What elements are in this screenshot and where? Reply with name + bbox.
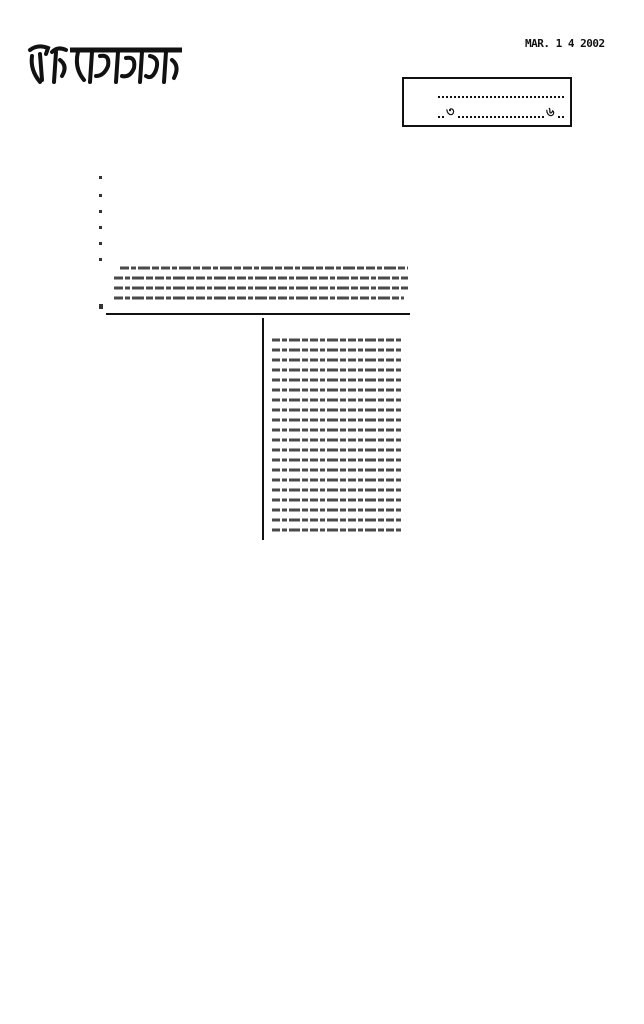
lead-paragraph [112,262,412,310]
masthead-lettering [26,36,188,98]
lead-text-lines [112,262,412,310]
stamp-page-row [410,105,564,121]
section-divider [106,313,410,315]
date-stamp: MAR. 1 4 2002 [525,37,605,50]
continuation-body [270,336,404,536]
article-headline [112,172,412,268]
headline-line [112,172,412,204]
stamp-date-row [410,85,564,101]
clipping-margin-marks [98,172,106,322]
stamp-column-number: ৬ [544,103,556,124]
stamp-page-number: ৩ [444,103,456,124]
column-divider [262,318,264,540]
continuation-text-lines [270,336,404,536]
newspaper-masthead [26,36,188,98]
stamp-dotted-line [438,96,564,98]
headline-line [112,204,412,236]
reference-stamp [402,77,572,127]
